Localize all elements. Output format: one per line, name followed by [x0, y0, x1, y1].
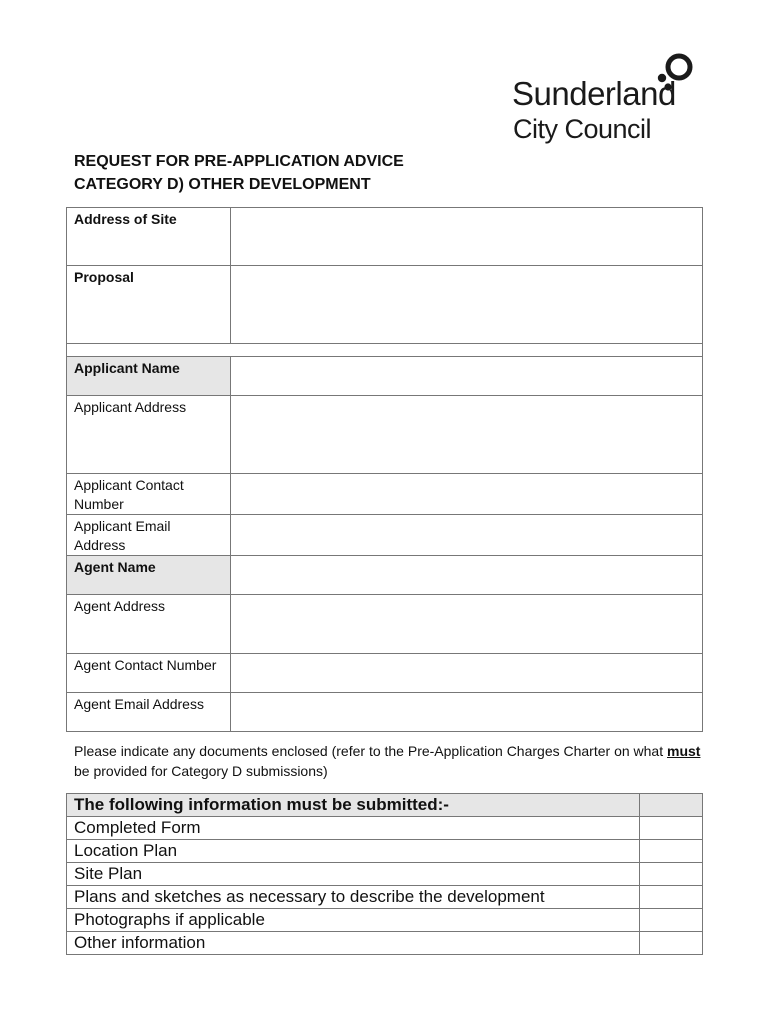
field-applicant-address[interactable]	[231, 396, 703, 474]
council-logo	[512, 50, 702, 150]
application-form-table	[66, 207, 703, 732]
label-applicant-email: Applicant Email Address	[67, 515, 231, 556]
documents-note	[74, 741, 714, 781]
requirements-header-check-cell	[640, 794, 703, 817]
requirement-checkbox-other-information[interactable]	[640, 932, 703, 955]
requirement-checkbox-photographs[interactable]	[640, 909, 703, 932]
requirement-checkbox-plans-sketches[interactable]	[640, 886, 703, 909]
requirements-table	[66, 793, 703, 955]
title-line-2: CATEGORY D) OTHER DEVELOPMENT	[74, 176, 371, 193]
label-applicant-name: Applicant Name	[67, 357, 231, 396]
logo-text-city-council: City Council	[513, 114, 652, 144]
title-line-1: REQUEST FOR PRE-APPLICATION ADVICE	[74, 153, 404, 170]
label-agent-name: Agent Name	[67, 556, 231, 595]
field-applicant-contact-number[interactable]	[231, 474, 703, 515]
requirement-item: Location Plan	[67, 840, 640, 863]
field-applicant-name[interactable]	[231, 357, 703, 396]
requirement-item: Completed Form	[67, 817, 640, 840]
field-agent-email[interactable]	[231, 693, 703, 732]
label-address-of-site: Address of Site	[67, 208, 231, 266]
field-agent-address[interactable]	[231, 595, 703, 654]
logo-text-sunderland: Sunderland	[512, 75, 676, 112]
requirement-item: Photographs if applicable	[67, 909, 640, 932]
label-applicant-address: Applicant Address	[67, 396, 231, 474]
requirement-checkbox-location-plan[interactable]	[640, 840, 703, 863]
label-applicant-contact-number: Applicant Contact Number	[67, 474, 231, 515]
label-agent-address: Agent Address	[67, 595, 231, 654]
note-text-part-1: Please indicate any documents enclosed (refer to the Pre-Application Charges Charter on what	[74, 743, 667, 759]
requirement-item: Site Plan	[67, 863, 640, 886]
page-title	[74, 150, 404, 196]
field-address-of-site[interactable]	[231, 208, 703, 266]
field-proposal[interactable]	[231, 266, 703, 344]
field-agent-contact-number[interactable]	[231, 654, 703, 693]
requirement-item: Other information	[67, 932, 640, 955]
label-agent-contact-number: Agent Contact Number	[67, 654, 231, 693]
note-text-part-2: be provided for Category D submissions)	[74, 763, 328, 779]
note-emphasis: must	[667, 743, 701, 759]
field-agent-name[interactable]	[231, 556, 703, 595]
field-applicant-email[interactable]	[231, 515, 703, 556]
requirement-checkbox-site-plan[interactable]	[640, 863, 703, 886]
requirements-header: The following information must be submitted:-	[67, 794, 640, 817]
requirement-item: Plans and sketches as necessary to describe the development	[67, 886, 640, 909]
label-agent-email: Agent Email Address	[67, 693, 231, 732]
table-spacer-row	[67, 344, 703, 357]
label-proposal: Proposal	[67, 266, 231, 344]
requirement-checkbox-completed-form[interactable]	[640, 817, 703, 840]
